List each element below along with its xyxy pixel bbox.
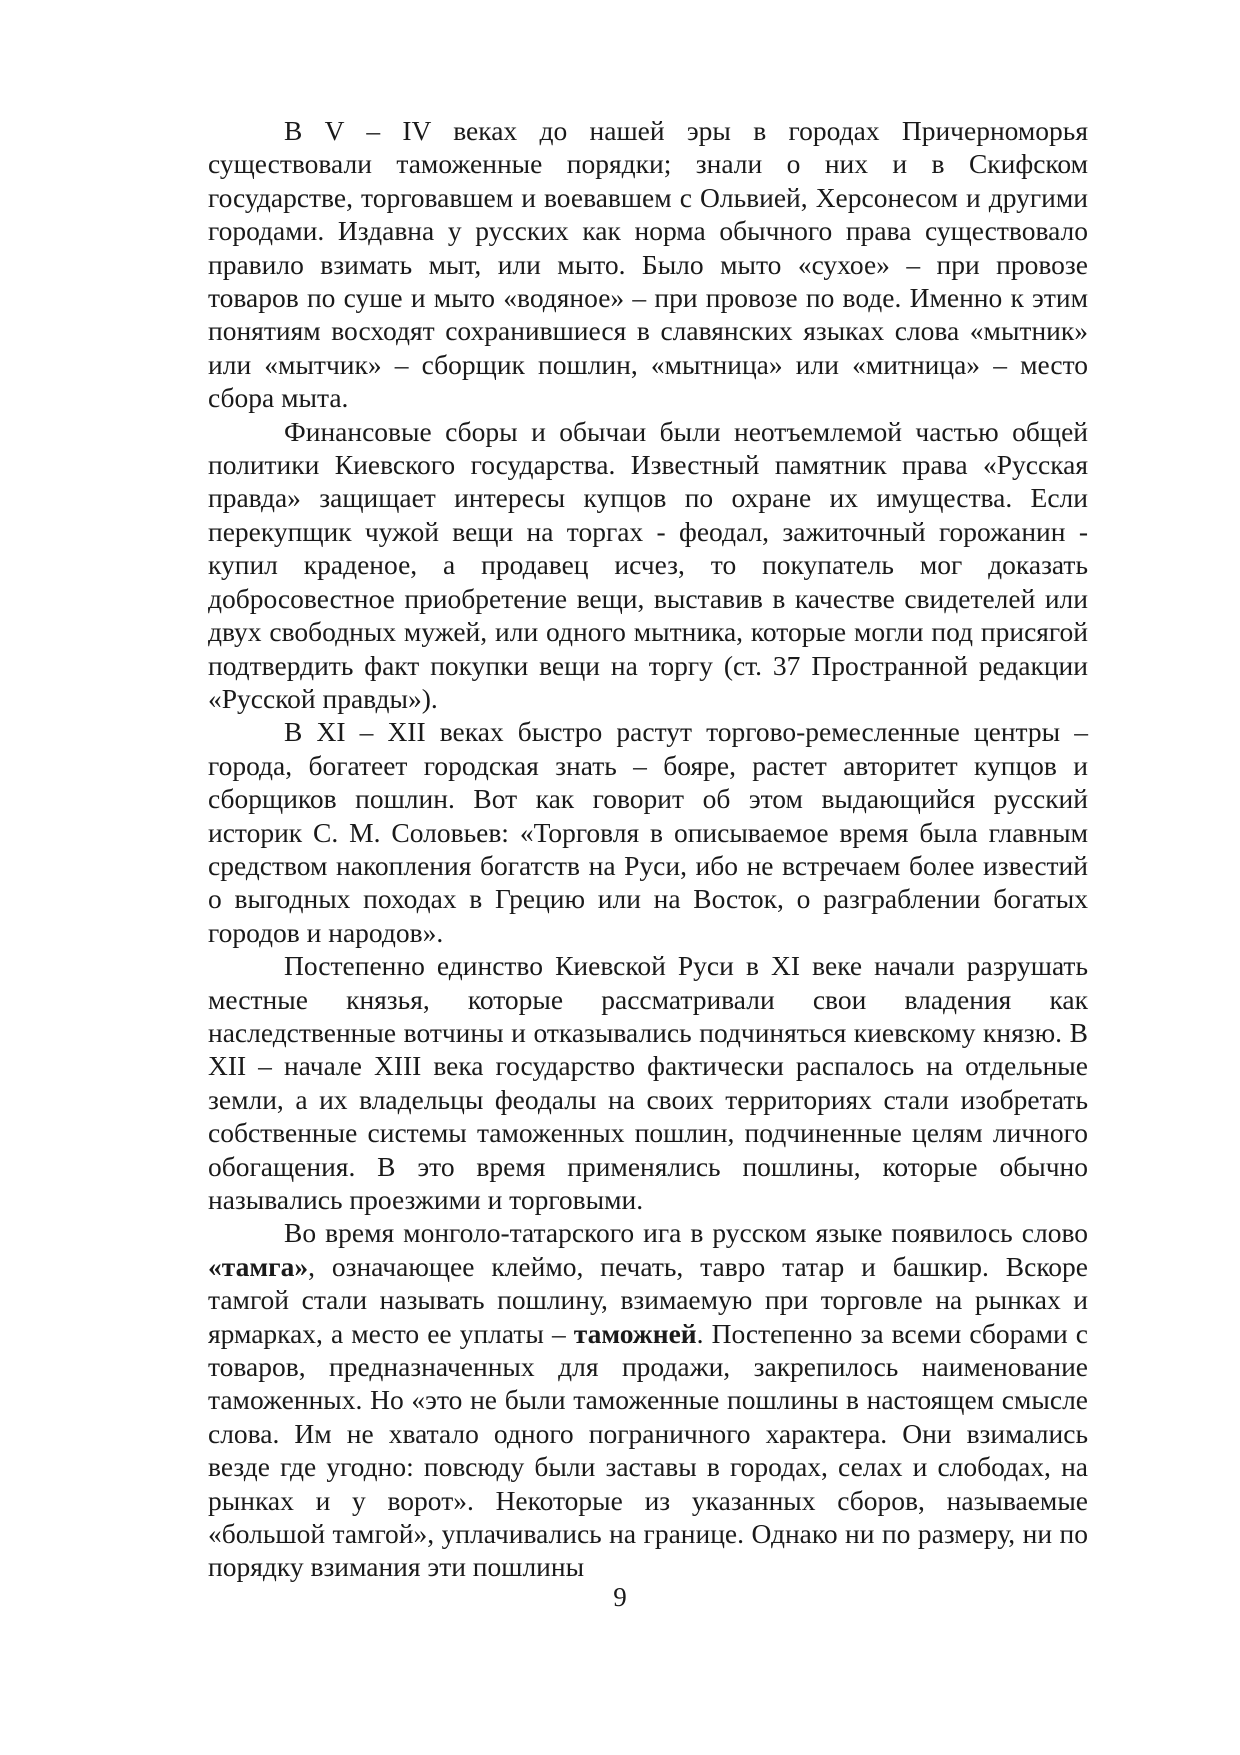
paragraph-5-text-b: , означающее клеймо, печать, тавро татар и башкир. Вскоре тамгой стали называть пошлину, взимаемую при торговле на рынках и ярмарках, а место ее уплаты – xyxy=(208,1250,1088,1349)
paragraph-5-text-c: . Постепенно за всеми сборами с товаров, предназначенных для продажи, закрепилось наименование таможенных. Но «это не были таможенные пошлины в настоящем смысле слова. Им не хватало одного пограничного характера. Они взимались везде где угодно: повсюду были заставы в городах, селах и слободах, на рынках и у ворот». Некоторые из указанных сборов, называемые «большой тамгой», уплачивались на границе. Однако ни по размеру, ни по порядку взимания эти пошлины xyxy=(208,1317,1088,1583)
paragraph-3: В XI – XII веках быстро растут торгово-ремесленные центры – города, богатеет городская знать – бояре, растет авторитет купцов и сборщиков пошлин. Вот как говорит об этом выдающийся русский историк С. М. Соловьев: «Торговля в описываемое время была главным средством накопления богатств на Руси, ибо не встречаем более известий о выгодных походах в Грецию или на Восток, о разграблении богатых городов и народов». xyxy=(208,716,1088,948)
page-number: 9 xyxy=(613,1582,627,1612)
body-text xyxy=(208,114,1088,1584)
paragraph-5 xyxy=(208,1216,1088,1583)
paragraph-2: Финансовые сборы и обычаи были неотъемлемой частью общей политики Киевского государства. Известный памятник права «Русская правда» защищает интересы купцов по охране их имущества. Если перекупщик чужой вещи на торгах - феодал, зажиточный горожанин - купил краденое, а продавец исчез, то покупатель мог доказать добросовестное приобретение вещи, выставив в качестве свидетелей или двух свободных мужей, или одного мытника, которые могли под присягой подтвердить факт покупки вещи на торгу (ст. 37 Пространной редакции «Русской правды»). xyxy=(208,415,1088,714)
term-tamozhnya: таможней xyxy=(573,1317,697,1349)
paragraph-1: В V – IV веках до нашей эры в городах Причерноморья существовали таможенные порядки; знали о них и в Скифском государстве, торговавшем и воевавшем с Ольвией, Херсонесом и другими городами. Издавна у русских как норма обычного права существовало правило взимать мыт, или мыто. Было мыто «сухое» – при провозе товаров по суше и мыто «водяное» – при провозе по воде. Именно к этим понятиям восходят сохранившиеся в славянских языках слова «мытник» или «мытчик» – сборщик пошлин, «мытница» или «митница» – место сбора мыта. xyxy=(208,115,1088,414)
paragraph-4: Постепенно единство Киевской Руси в XI веке начали разрушать местные князья, которые рассматривали свои владения как наследственные вотчины и отказывались подчиняться киевскому князю. В XII – начале XIII века государство фактически распалось на отдельные земли, а их владельцы феодалы на своих территориях стали изобретать собственные системы таможенных пошлин, подчиненные целям личного обогащения. В это время применялись пошлины, которые обычно назывались проезжими и торговыми. xyxy=(208,950,1088,1215)
paragraph-5-text-a: Во время монголо-татарского ига в русском языке появилось слово xyxy=(284,1217,1088,1249)
term-tamga: «тамга» xyxy=(208,1250,309,1282)
